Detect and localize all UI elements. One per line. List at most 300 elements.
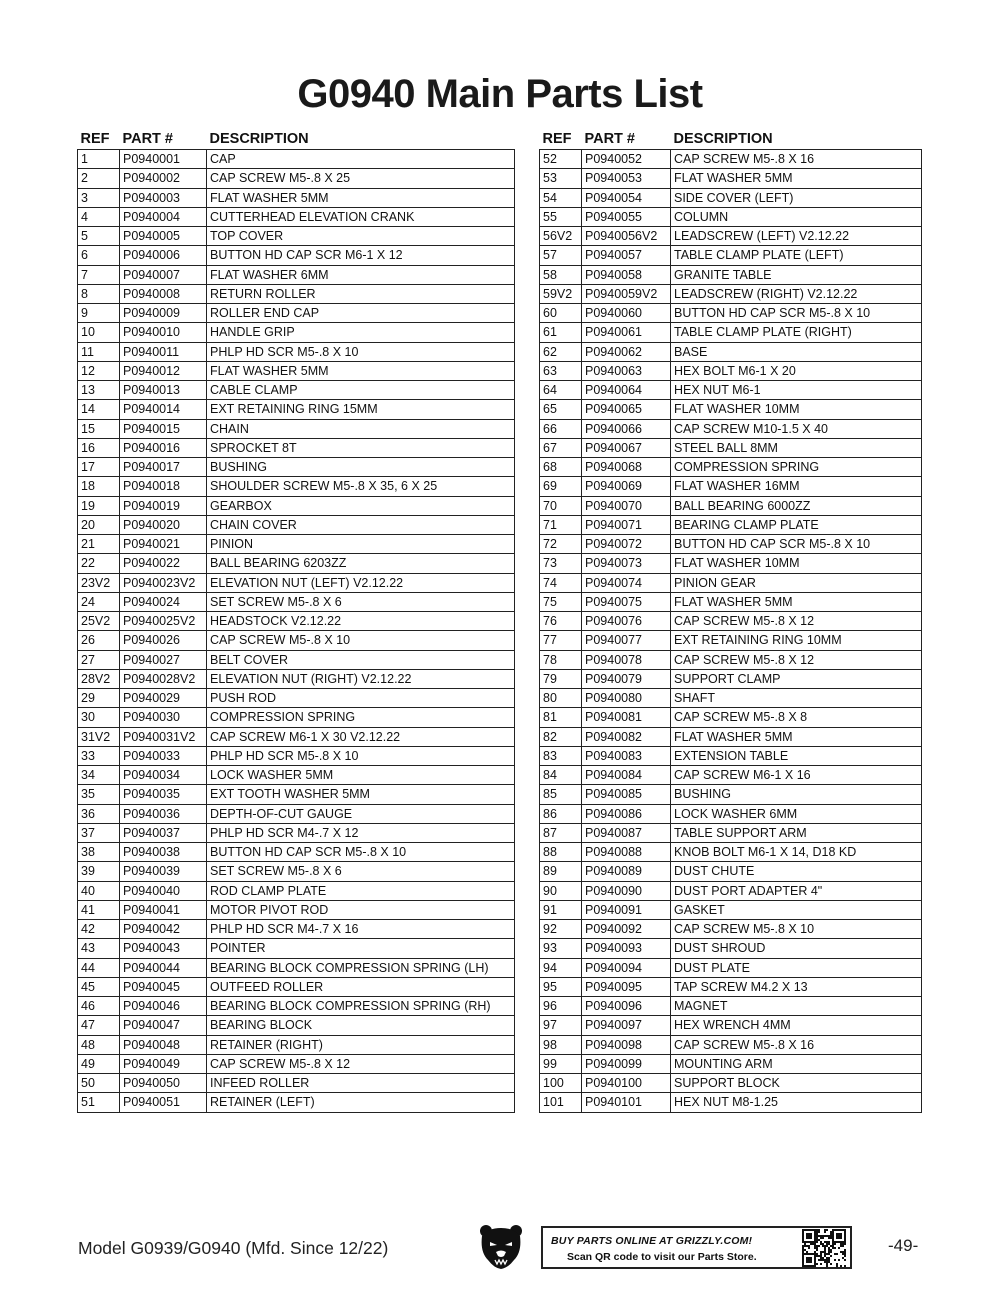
description-cell: CAP SCREW M6-1 X 16 [671, 766, 922, 785]
table-row [78, 862, 515, 881]
part-header: PART # [584, 131, 635, 147]
part-number-cell: P0940023V2 [120, 573, 207, 592]
description-cell: TABLE CLAMP PLATE (RIGHT) [671, 323, 922, 342]
table-row [540, 304, 922, 323]
ref-cell: 86 [540, 804, 582, 823]
part-number-cell: P0940045 [120, 977, 207, 996]
ref-cell: 40 [78, 881, 120, 900]
part-number-cell: P0940087 [582, 823, 671, 842]
table-row [540, 284, 922, 303]
ref-header: REF [80, 131, 110, 147]
ref-cell: 97 [540, 1016, 582, 1035]
part-number-cell: P0940018 [120, 477, 207, 496]
description-cell: LOCK WASHER 6MM [671, 804, 922, 823]
part-number-cell: P0940042 [120, 920, 207, 939]
part-number-cell: P0940101 [582, 1093, 671, 1112]
part-number-cell: P0940044 [120, 958, 207, 977]
description-header: DESCRIPTION [209, 131, 309, 147]
part-number-cell: P0940091 [582, 900, 671, 919]
description-cell: SHOULDER SCREW M5-.8 X 35, 6 X 25 [207, 477, 515, 496]
table-row [78, 535, 515, 554]
ref-cell: 66 [540, 419, 582, 438]
table-row [540, 477, 922, 496]
description-cell: SUPPORT CLAMP [671, 669, 922, 688]
part-number-cell: P0940082 [582, 727, 671, 746]
table-row [78, 958, 515, 977]
description-cell: CHAIN COVER [207, 515, 515, 534]
description-cell: DUST PORT ADAPTER 4" [671, 881, 922, 900]
table-row [540, 207, 922, 226]
description-cell: PUSH ROD [207, 689, 515, 708]
description-cell: BALL BEARING 6000ZZ [671, 496, 922, 515]
part-number-cell: P0940093 [582, 939, 671, 958]
ref-cell: 85 [540, 785, 582, 804]
table-row [78, 515, 515, 534]
part-number-cell: P0940097 [582, 1016, 671, 1035]
table-row [78, 265, 515, 284]
ref-cell: 11 [78, 342, 120, 361]
description-cell: CUTTERHEAD ELEVATION CRANK [207, 207, 515, 226]
ref-cell: 69 [540, 477, 582, 496]
ref-cell: 91 [540, 900, 582, 919]
ref-cell: 36 [78, 804, 120, 823]
ref-cell: 45 [78, 977, 120, 996]
ref-cell: 16 [78, 438, 120, 457]
part-number-cell: P0940001 [120, 150, 207, 169]
table-row [78, 881, 515, 900]
ref-cell: 50 [78, 1074, 120, 1093]
description-cell: BUTTON HD CAP SCR M5-.8 X 10 [671, 535, 922, 554]
part-number-cell: P0940004 [120, 207, 207, 226]
table-row [78, 169, 515, 188]
table-row [78, 438, 515, 457]
table-row [540, 169, 922, 188]
ref-cell: 25V2 [78, 612, 120, 631]
part-number-cell: P0940015 [120, 419, 207, 438]
table-row [540, 631, 922, 650]
table-row [78, 1074, 515, 1093]
ref-cell: 28V2 [78, 669, 120, 688]
part-number-cell: P0940055 [582, 207, 671, 226]
table-row [540, 150, 922, 169]
part-number-cell: P0940052 [582, 150, 671, 169]
description-cell: FLAT WASHER 5MM [207, 361, 515, 380]
description-cell: STEEL BALL 8MM [671, 438, 922, 457]
description-cell: HEX NUT M6-1 [671, 381, 922, 400]
ref-cell: 52 [540, 150, 582, 169]
table-row [540, 612, 922, 631]
description-cell: FLAT WASHER 16MM [671, 477, 922, 496]
ref-cell: 6 [78, 246, 120, 265]
part-number-cell: P0940016 [120, 438, 207, 457]
table-row [78, 785, 515, 804]
description-cell: CAP SCREW M5-.8 X 10 [207, 631, 515, 650]
table-row [78, 381, 515, 400]
ref-cell: 23V2 [78, 573, 120, 592]
ref-cell: 15 [78, 419, 120, 438]
ref-cell: 39 [78, 862, 120, 881]
part-number-cell: P0940060 [582, 304, 671, 323]
table-row [78, 227, 515, 246]
ref-cell: 92 [540, 920, 582, 939]
part-number-cell: P0940095 [582, 977, 671, 996]
part-number-cell: P0940074 [582, 573, 671, 592]
ref-cell: 3 [78, 188, 120, 207]
part-number-cell: P0940054 [582, 188, 671, 207]
ref-cell: 65 [540, 400, 582, 419]
table-row [540, 438, 922, 457]
table-row [540, 900, 922, 919]
part-number-cell: P0940043 [120, 939, 207, 958]
ref-cell: 78 [540, 650, 582, 669]
part-number-cell: P0940070 [582, 496, 671, 515]
part-number-cell: P0940099 [582, 1054, 671, 1073]
part-number-cell: P0940012 [120, 361, 207, 380]
description-cell: POINTER [207, 939, 515, 958]
part-number-cell: P0940063 [582, 361, 671, 380]
table-row [78, 669, 515, 688]
table-row [78, 977, 515, 996]
part-number-cell: P0940090 [582, 881, 671, 900]
ref-cell: 17 [78, 458, 120, 477]
part-number-cell: P0940057 [582, 246, 671, 265]
ref-cell: 60 [540, 304, 582, 323]
description-cell: HEX BOLT M6-1 X 20 [671, 361, 922, 380]
ref-header: REF [542, 131, 572, 147]
ref-cell: 95 [540, 977, 582, 996]
ref-cell: 10 [78, 323, 120, 342]
table-row [78, 150, 515, 169]
part-number-cell: P0940027 [120, 650, 207, 669]
description-cell: OUTFEED ROLLER [207, 977, 515, 996]
part-number-cell: P0940025V2 [120, 612, 207, 631]
part-number-cell: P0940076 [582, 612, 671, 631]
description-cell: DUST CHUTE [671, 862, 922, 881]
description-cell: CAP SCREW M5-.8 X 8 [671, 708, 922, 727]
description-cell: TAP SCREW M4.2 X 13 [671, 977, 922, 996]
parts-table-left [77, 126, 515, 1113]
table-row [78, 361, 515, 380]
ref-cell: 98 [540, 1035, 582, 1054]
part-number-cell: P0940071 [582, 515, 671, 534]
ref-cell: 31V2 [78, 727, 120, 746]
part-number-cell: P0940081 [582, 708, 671, 727]
buy-parts-headline: BUY PARTS ONLINE AT GRIZZLY.COM! [551, 1235, 753, 1247]
description-cell: CAP SCREW M5-.8 X 12 [671, 650, 922, 669]
part-number-cell: P0940073 [582, 554, 671, 573]
table-row [540, 881, 922, 900]
part-number-cell: P0940050 [120, 1074, 207, 1093]
description-cell: FLAT WASHER 5MM [671, 169, 922, 188]
ref-cell: 27 [78, 650, 120, 669]
part-number-cell: P0940048 [120, 1035, 207, 1054]
description-cell: SUPPORT BLOCK [671, 1074, 922, 1093]
part-number-cell: P0940084 [582, 766, 671, 785]
table-row [540, 920, 922, 939]
ref-cell: 51 [78, 1093, 120, 1112]
part-number-cell: P0940008 [120, 284, 207, 303]
ref-cell: 72 [540, 535, 582, 554]
table-row [78, 496, 515, 515]
part-number-cell: P0940075 [582, 592, 671, 611]
table-row [78, 342, 515, 361]
table-row [78, 246, 515, 265]
ref-cell: 61 [540, 323, 582, 342]
ref-cell: 56V2 [540, 227, 582, 246]
ref-cell: 47 [78, 1016, 120, 1035]
part-number-cell: P0940017 [120, 458, 207, 477]
part-number-cell: P0940005 [120, 227, 207, 246]
table-row [540, 823, 922, 842]
part-number-cell: P0940080 [582, 689, 671, 708]
buy-parts-subline: Scan QR code to visit our Parts Store. [567, 1251, 757, 1263]
table-row [78, 746, 515, 765]
part-number-cell: P0940058 [582, 265, 671, 284]
part-number-cell: P0940039 [120, 862, 207, 881]
ref-cell: 46 [78, 997, 120, 1016]
table-row [78, 612, 515, 631]
ref-cell: 26 [78, 631, 120, 650]
part-number-cell: P0940037 [120, 823, 207, 842]
table-row [78, 804, 515, 823]
description-cell: HEX WRENCH 4MM [671, 1016, 922, 1035]
part-number-cell: P0940072 [582, 535, 671, 554]
ref-cell: 33 [78, 746, 120, 765]
ref-cell: 14 [78, 400, 120, 419]
bear-logo-icon [478, 1222, 524, 1270]
part-number-cell: P0940003 [120, 188, 207, 207]
part-number-cell: P0940046 [120, 997, 207, 1016]
description-cell: CAP SCREW M5-.8 X 10 [671, 920, 922, 939]
description-cell: FLAT WASHER 5MM [671, 727, 922, 746]
description-cell: BASE [671, 342, 922, 361]
part-number-cell: P0940056V2 [582, 227, 671, 246]
ref-cell: 94 [540, 958, 582, 977]
part-number-cell: P0940049 [120, 1054, 207, 1073]
table-row [78, 650, 515, 669]
table-row [78, 1093, 515, 1112]
table-row [540, 727, 922, 746]
description-cell: HEX NUT M8-1.25 [671, 1093, 922, 1112]
description-cell: BEARING BLOCK COMPRESSION SPRING (RH) [207, 997, 515, 1016]
part-number-cell: P0940013 [120, 381, 207, 400]
description-cell: TOP COVER [207, 227, 515, 246]
description-cell: DUST PLATE [671, 958, 922, 977]
description-cell: CAP SCREW M5-.8 X 16 [671, 1035, 922, 1054]
part-number-cell: P0940028V2 [120, 669, 207, 688]
ref-cell: 38 [78, 843, 120, 862]
qr-code-icon [802, 1229, 846, 1267]
description-cell: SHAFT [671, 689, 922, 708]
part-number-cell: P0940029 [120, 689, 207, 708]
table-row [78, 188, 515, 207]
table-row [540, 689, 922, 708]
table-row [540, 1035, 922, 1054]
table-row [78, 419, 515, 438]
description-cell: LEADSCREW (LEFT) V2.12.22 [671, 227, 922, 246]
part-number-cell: P0940038 [120, 843, 207, 862]
model-footer: Model G0939/G0940 (Mfd. Since 12/22) [78, 1238, 389, 1258]
ref-cell: 42 [78, 920, 120, 939]
part-number-cell: P0940089 [582, 862, 671, 881]
ref-cell: 4 [78, 207, 120, 226]
description-cell: SPROCKET 8T [207, 438, 515, 457]
ref-cell: 24 [78, 592, 120, 611]
ref-cell: 96 [540, 997, 582, 1016]
ref-cell: 43 [78, 939, 120, 958]
ref-cell: 81 [540, 708, 582, 727]
description-cell: GRANITE TABLE [671, 265, 922, 284]
table-row [540, 977, 922, 996]
ref-cell: 13 [78, 381, 120, 400]
table-row [78, 843, 515, 862]
table-row [540, 246, 922, 265]
part-number-cell: P0940096 [582, 997, 671, 1016]
description-cell: BEARING CLAMP PLATE [671, 515, 922, 534]
description-cell: DEPTH-OF-CUT GAUGE [207, 804, 515, 823]
ref-cell: 75 [540, 592, 582, 611]
ref-cell: 12 [78, 361, 120, 380]
ref-cell: 18 [78, 477, 120, 496]
ref-cell: 77 [540, 631, 582, 650]
buy-parts-banner [541, 1226, 852, 1269]
table-row [540, 708, 922, 727]
ref-cell: 53 [540, 169, 582, 188]
table-row [78, 900, 515, 919]
part-number-cell: P0940062 [582, 342, 671, 361]
description-cell: CAP SCREW M5-.8 X 16 [671, 150, 922, 169]
table-row [78, 823, 515, 842]
description-cell: SIDE COVER (LEFT) [671, 188, 922, 207]
part-number-cell: P0940059V2 [582, 284, 671, 303]
part-number-cell: P0940033 [120, 746, 207, 765]
ref-cell: 58 [540, 265, 582, 284]
part-number-cell: P0940047 [120, 1016, 207, 1035]
ref-cell: 55 [540, 207, 582, 226]
ref-cell: 20 [78, 515, 120, 534]
description-cell: BUTTON HD CAP SCR M5-.8 X 10 [207, 843, 515, 862]
description-cell: MAGNET [671, 997, 922, 1016]
description-cell: CAP SCREW M6-1 X 30 V2.12.22 [207, 727, 515, 746]
ref-cell: 30 [78, 708, 120, 727]
part-number-cell: P0940051 [120, 1093, 207, 1112]
table-row [540, 1093, 922, 1112]
description-cell: PINION [207, 535, 515, 554]
description-cell: PHLP HD SCR M5-.8 X 10 [207, 342, 515, 361]
table-row [78, 304, 515, 323]
ref-cell: 34 [78, 766, 120, 785]
table-row [540, 400, 922, 419]
description-cell: BUSHING [671, 785, 922, 804]
description-cell: EXTENSION TABLE [671, 746, 922, 765]
parts-table-right [539, 126, 922, 1113]
part-number-cell: P0940092 [582, 920, 671, 939]
table-row [540, 381, 922, 400]
ref-cell: 82 [540, 727, 582, 746]
table-row [540, 496, 922, 515]
table-row [540, 188, 922, 207]
description-cell: HANDLE GRIP [207, 323, 515, 342]
description-cell: MOUNTING ARM [671, 1054, 922, 1073]
part-number-cell: P0940083 [582, 746, 671, 765]
ref-cell: 48 [78, 1035, 120, 1054]
part-number-cell: P0940020 [120, 515, 207, 534]
description-cell: DUST SHROUD [671, 939, 922, 958]
description-cell: ROLLER END CAP [207, 304, 515, 323]
description-cell: BUSHING [207, 458, 515, 477]
description-cell: CAP SCREW M10-1.5 X 40 [671, 419, 922, 438]
description-cell: PHLP HD SCR M4-.7 X 16 [207, 920, 515, 939]
description-cell: ELEVATION NUT (LEFT) V2.12.22 [207, 573, 515, 592]
description-cell: RETURN ROLLER [207, 284, 515, 303]
table-row [540, 650, 922, 669]
ref-cell: 57 [540, 246, 582, 265]
ref-cell: 44 [78, 958, 120, 977]
table-row [540, 458, 922, 477]
table-row [540, 419, 922, 438]
part-number-cell: P0940067 [582, 438, 671, 457]
description-cell: SET SCREW M5-.8 X 6 [207, 592, 515, 611]
part-number-cell: P0940068 [582, 458, 671, 477]
ref-cell: 74 [540, 573, 582, 592]
part-number-cell: P0940021 [120, 535, 207, 554]
description-cell: KNOB BOLT M6-1 X 14, D18 KD [671, 843, 922, 862]
part-header: PART # [122, 131, 173, 147]
part-number-cell: P0940088 [582, 843, 671, 862]
table-row [540, 1016, 922, 1035]
table-row [540, 862, 922, 881]
part-number-cell: P0940022 [120, 554, 207, 573]
part-number-cell: P0940066 [582, 419, 671, 438]
ref-cell: 87 [540, 823, 582, 842]
part-number-cell: P0940069 [582, 477, 671, 496]
part-number-cell: P0940077 [582, 631, 671, 650]
ref-cell: 88 [540, 843, 582, 862]
table-row [540, 939, 922, 958]
ref-cell: 100 [540, 1074, 582, 1093]
table-row [78, 477, 515, 496]
table-row [540, 573, 922, 592]
description-cell: PHLP HD SCR M4-.7 X 12 [207, 823, 515, 842]
table-row [540, 1074, 922, 1093]
description-cell: COMPRESSION SPRING [671, 458, 922, 477]
page-number: -49- [888, 1236, 919, 1255]
table-row [78, 939, 515, 958]
description-cell: TABLE CLAMP PLATE (LEFT) [671, 246, 922, 265]
description-cell: RETAINER (RIGHT) [207, 1035, 515, 1054]
ref-cell: 93 [540, 939, 582, 958]
ref-cell: 68 [540, 458, 582, 477]
table-row [540, 227, 922, 246]
ref-cell: 22 [78, 554, 120, 573]
description-cell: FLAT WASHER 6MM [207, 265, 515, 284]
part-number-cell: P0940034 [120, 766, 207, 785]
table-row [540, 785, 922, 804]
description-cell: FLAT WASHER 5MM [207, 188, 515, 207]
description-cell: ELEVATION NUT (RIGHT) V2.12.22 [207, 669, 515, 688]
part-number-cell: P0940061 [582, 323, 671, 342]
part-number-cell: P0940030 [120, 708, 207, 727]
ref-cell: 73 [540, 554, 582, 573]
description-cell: COLUMN [671, 207, 922, 226]
description-cell: CAP SCREW M5-.8 X 25 [207, 169, 515, 188]
part-number-cell: P0940031V2 [120, 727, 207, 746]
part-number-cell: P0940011 [120, 342, 207, 361]
table-row [540, 746, 922, 765]
ref-cell: 83 [540, 746, 582, 765]
ref-cell: 79 [540, 669, 582, 688]
table-row [540, 997, 922, 1016]
